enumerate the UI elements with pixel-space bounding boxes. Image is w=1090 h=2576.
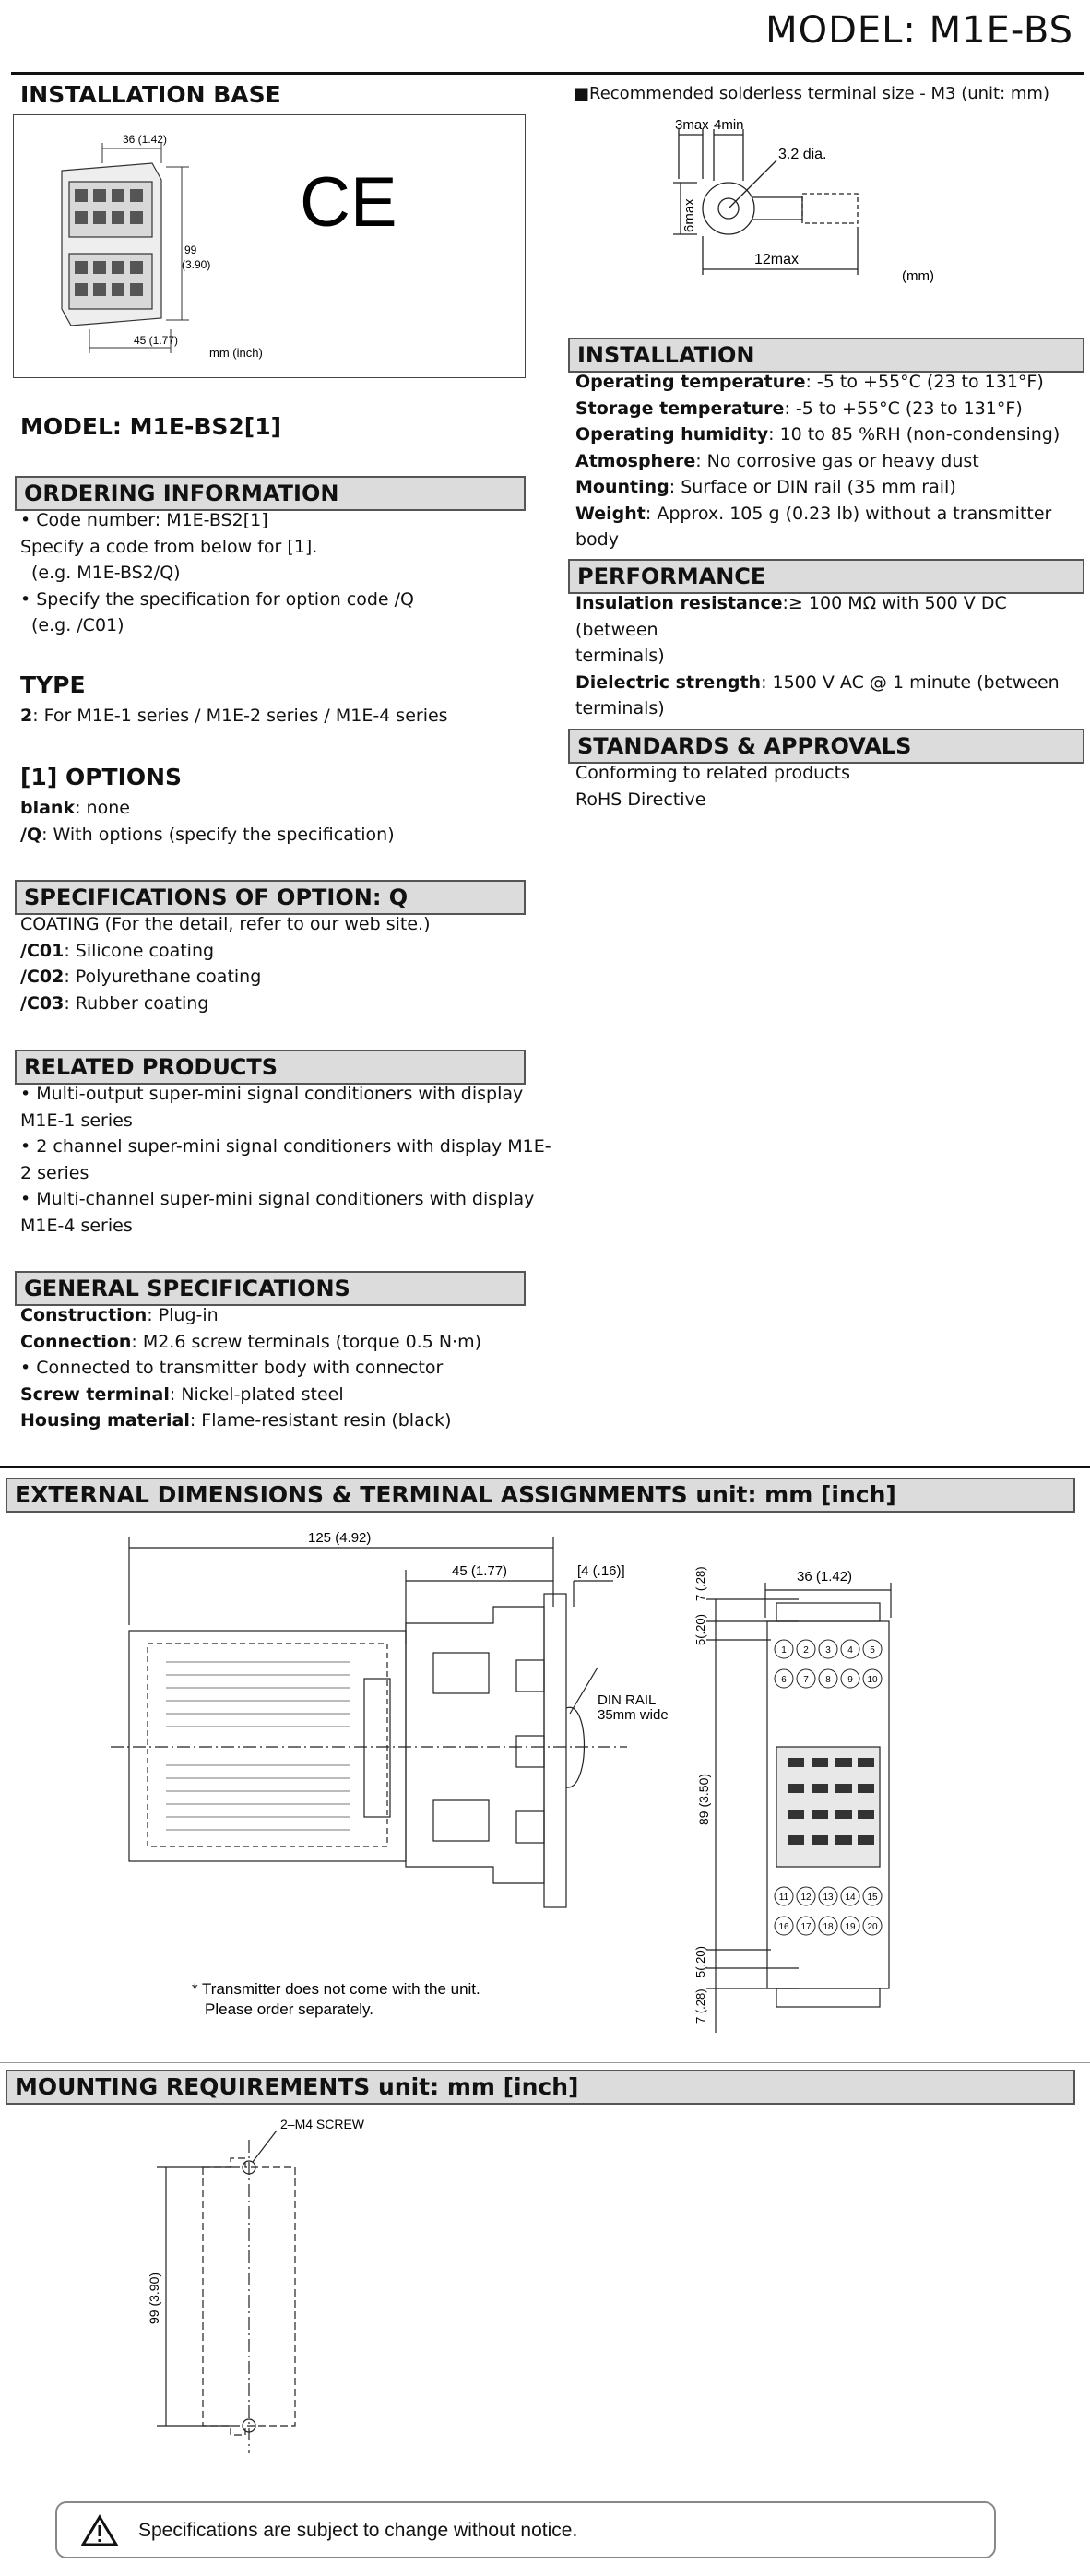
spec-key: /C03: [20, 992, 65, 1014]
option-item: [20, 822, 395, 849]
dim-125: 125 (4.92): [308, 1530, 372, 1546]
general-body: [20, 1302, 481, 1434]
option-value: : none: [75, 798, 130, 818]
mounting-dim: 99 (3.90): [147, 2272, 161, 2324]
installation-item: [575, 421, 1090, 448]
dim-36: 36 (1.42): [797, 1569, 853, 1585]
installation-base-heading: INSTALLATION BASE: [20, 81, 281, 108]
terminal-6max: 6max: [681, 198, 697, 232]
options-heading: [1] OPTIONS: [20, 764, 183, 790]
installation-heading: INSTALLATION: [568, 338, 1084, 373]
terminal-number: 10: [867, 1675, 878, 1685]
dim-7-bottom: 7 (.28): [693, 1988, 707, 2024]
insulation-value: :≥ 100 MΩ with 500 V DC (between: [575, 593, 1007, 640]
standards-line: RoHS Directive: [575, 789, 706, 810]
side-view-drawing: [111, 1524, 682, 2022]
terminal-block-bottom: [775, 1887, 882, 1935]
notice-box: [55, 2501, 996, 2558]
base-dim-width: 36 (1.42): [123, 133, 168, 146]
spec-key: /C01: [20, 940, 65, 961]
model-code-heading: MODEL: M1E-BS2[1]: [20, 413, 282, 440]
spec-value: : Rubber coating: [64, 992, 209, 1014]
dim-45: 45 (1.77): [452, 1563, 508, 1579]
standards-heading: STANDARDS & APPROVALS: [568, 729, 1084, 764]
terminal-number: 18: [823, 1922, 834, 1932]
ordering-line-option: • Specify the specification for option code /Q: [20, 588, 415, 610]
installation-item: [575, 369, 1090, 396]
standards-body: [575, 760, 850, 813]
spec-option-body: [20, 911, 430, 1016]
terminal-size-title: ■Recommended solderless terminal size - M3 (unit: mm): [574, 84, 1049, 103]
related-line: M1E-4 series: [20, 1215, 133, 1236]
section-rule: [0, 1466, 1090, 1468]
type-line: [20, 703, 448, 730]
mounting-screw-label: 2–M4 SCREW: [280, 2117, 365, 2131]
dielectric-key: Dielectric strength: [575, 671, 762, 693]
terminal-number: 13: [823, 1893, 834, 1903]
installation-body: [575, 369, 1090, 553]
related-heading: RELATED PRODUCTS: [15, 1050, 526, 1085]
insulation-value-cont: terminals): [575, 646, 665, 666]
terminal-unit: (mm): [902, 268, 934, 284]
installation-base-drawing: [14, 115, 524, 376]
spec-option-heading: SPECIFICATIONS OF OPTION: Q: [15, 880, 526, 915]
installation-value: : Approx. 105 g (0.23 lb) without a transmitter body: [575, 503, 1052, 550]
terminal-drawing: [673, 116, 950, 291]
terminal-number: 6: [781, 1675, 787, 1685]
notice-text: Specifications are subject to change without notice.: [138, 2520, 578, 2541]
terminal-4min: 4min: [714, 117, 744, 133]
spec-value: : Polyurethane coating: [64, 967, 262, 987]
ordering-line-specify: Specify a code from below for [1].: [20, 536, 318, 557]
ordering-body: [20, 507, 414, 639]
warning-icon: [81, 2514, 118, 2547]
ordering-line-code: • Code number: M1E-BS2[1]: [20, 510, 268, 530]
ordering-line-example: (e.g. M1E-BS2/Q): [31, 563, 181, 583]
spec-option-item: [20, 991, 430, 1017]
front-view-drawing: [688, 1562, 918, 2042]
din-rail-label: DIN RAIL: [598, 1692, 657, 1708]
transmitter-note-2: Please order separately.: [205, 2000, 374, 2018]
installation-key: Storage temperature: [575, 398, 785, 419]
installation-key: Operating temperature: [575, 372, 806, 392]
terminal-number: 9: [847, 1675, 853, 1685]
option-key: /Q: [20, 824, 42, 845]
base-dim-height-inch: (3.90): [182, 258, 211, 271]
base-unit-label: mm (inch): [209, 346, 263, 360]
ce-mark: CE: [300, 163, 397, 242]
terminal-number: 8: [825, 1675, 831, 1685]
connection-value: : M2.6 screw terminals (torque 0.5 N·m): [131, 1331, 482, 1352]
dim-5-bottom: 5(.20): [693, 1946, 707, 1977]
dim-4: [4 (.16)]: [577, 1563, 625, 1579]
terminal-number: 4: [847, 1645, 853, 1656]
installation-value: : -5 to +55°C (23 to 131°F): [805, 372, 1044, 392]
construction-value: : Plug-in: [147, 1305, 219, 1325]
spec-option-intro: COATING (For the detail, refer to our web site.): [20, 914, 431, 934]
installation-value: : 10 to 85 %RH (non-condensing): [768, 424, 1060, 445]
terminal-12max: 12max: [754, 252, 800, 267]
type-heading: TYPE: [20, 671, 86, 698]
dim-7-top: 7 (.28): [693, 1566, 707, 1601]
options-list: [20, 795, 395, 848]
related-body: [20, 1081, 551, 1239]
option-key: blank: [20, 798, 76, 818]
installation-key: Atmosphere: [575, 450, 696, 471]
related-line: • 2 channel super-mini signal conditioners with display M1E-: [20, 1136, 551, 1157]
dim-5-top: 5(.20): [693, 1614, 707, 1645]
transmitter-note-1: * Transmitter does not come with the unit.: [192, 1980, 480, 1998]
related-line: • Multi-output super-mini signal conditioners with display: [20, 1084, 524, 1104]
terminal-3max: 3max: [675, 117, 709, 133]
page-model-title: MODEL: M1E-BS: [765, 9, 1073, 52]
terminal-dia: 3.2 dia.: [778, 147, 827, 162]
related-line: 2 series: [20, 1162, 89, 1183]
performance-body: [575, 590, 1090, 722]
installation-key: Operating humidity: [575, 424, 769, 445]
housing-value: : Flame-resistant resin (black): [189, 1410, 452, 1430]
installation-value: : Surface or DIN rail (35 mm rail): [669, 477, 956, 497]
standards-line: Conforming to related products: [575, 763, 850, 783]
terminal-number: 1: [781, 1645, 787, 1656]
insulation-key: Insulation resistance: [575, 593, 783, 613]
installation-value: : -5 to +55°C (23 to 131°F): [784, 398, 1023, 419]
terminal-number: 5: [870, 1645, 875, 1656]
terminal-number: 3: [825, 1645, 831, 1656]
terminal-number: 20: [867, 1922, 878, 1932]
related-line: • Multi-channel super-mini signal conditioners with display: [20, 1189, 535, 1209]
related-line: M1E-1 series: [20, 1110, 133, 1131]
housing-key: Housing material: [20, 1410, 190, 1430]
header-rule: [11, 72, 1084, 75]
connection-note: • Connected to transmitter body with connector: [20, 1358, 444, 1378]
installation-value: : No corrosive gas or heavy dust: [695, 450, 979, 471]
installation-item: [575, 396, 1090, 422]
installation-key: Mounting: [575, 477, 669, 497]
screw-value: : Nickel-plated steel: [169, 1383, 344, 1405]
terminal-number: 19: [845, 1922, 856, 1932]
spec-option-item: [20, 964, 430, 991]
terminal-block-top: [775, 1640, 882, 1688]
installation-item: [575, 501, 1090, 553]
terminal-number: 17: [800, 1922, 812, 1932]
performance-heading: PERFORMANCE: [568, 559, 1084, 594]
base-dim-depth: 45 (1.77): [134, 334, 179, 347]
din-rail-width: 35mm wide: [598, 1707, 669, 1723]
terminal-number: 15: [867, 1893, 878, 1903]
type-key: 2: [20, 706, 33, 726]
spec-key: /C02: [20, 967, 65, 987]
spec-option-item: [20, 938, 430, 965]
installation-item: [575, 474, 1090, 501]
screw-key: Screw terminal: [20, 1383, 170, 1405]
section-rule: [0, 2062, 1090, 2063]
terminal-number: 16: [778, 1922, 789, 1932]
terminal-number: 7: [803, 1675, 809, 1685]
option-item: [20, 795, 395, 822]
installation-key: Weight: [575, 503, 646, 524]
installation-base-figure: [13, 114, 526, 378]
terminal-number: 11: [778, 1893, 789, 1903]
installation-item: [575, 448, 1090, 475]
base-dim-height: 99: [184, 243, 197, 256]
dielectric-value: : 1500 V AC @ 1 minute (between: [761, 671, 1060, 693]
mounting-heading: MOUNTING REQUIREMENTS unit: mm [inch]: [6, 2070, 1075, 2105]
option-value: : With options (specify the specification): [41, 824, 395, 845]
dielectric-value-cont: terminals): [575, 698, 665, 718]
ordering-line-example2: (e.g. /C01): [31, 615, 124, 635]
dim-89: 89 (3.50): [696, 1773, 711, 1825]
general-heading: GENERAL SPECIFICATIONS: [15, 1271, 526, 1306]
terminal-number: 14: [845, 1893, 856, 1903]
construction-key: Construction: [20, 1305, 148, 1325]
external-dimensions-heading: EXTERNAL DIMENSIONS & TERMINAL ASSIGNMENTS unit: mm [inch]: [6, 1478, 1075, 1513]
terminal-number: 2: [803, 1645, 809, 1656]
mounting-drawing: [129, 2112, 406, 2481]
type-value: : For M1E-1 series / M1E-2 series / M1E-4 series: [32, 706, 448, 726]
spec-value: : Silicone coating: [64, 940, 215, 961]
ordering-heading: ORDERING INFORMATION: [15, 476, 526, 511]
terminal-number: 12: [800, 1893, 812, 1903]
connection-key: Connection: [20, 1331, 132, 1352]
